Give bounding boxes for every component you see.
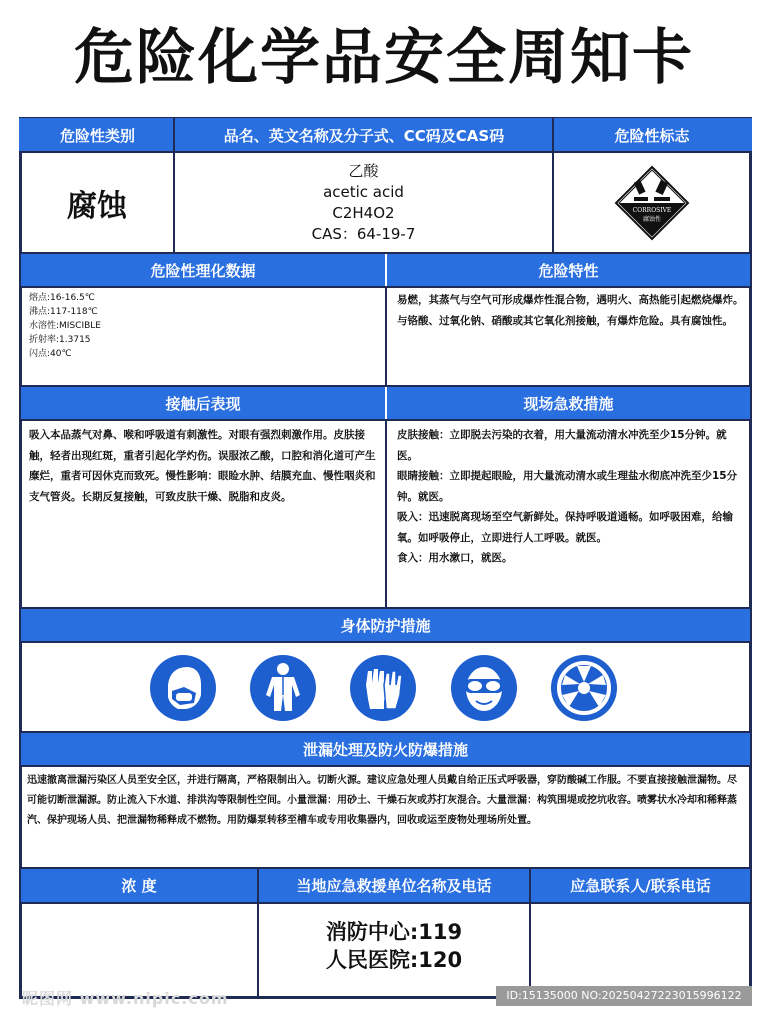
header-bar bbox=[19, 118, 752, 152]
symptoms-header: 接触后表现 bbox=[21, 387, 385, 419]
first-aid-inhalation: 吸入：迅速脱离现场至空气新鲜处。保持呼吸道通畅。如呼吸困难，给输氧。如呼吸停止，立即进行人工呼吸。就医。 bbox=[397, 511, 733, 544]
fire-center-number: 消防中心:119 bbox=[325, 920, 463, 944]
gloves-icon bbox=[350, 655, 416, 721]
hazard-properties-header: 危险特性 bbox=[387, 254, 750, 286]
chemical-name-cn: 乙酸 bbox=[348, 162, 379, 180]
corrosive-hazard-icon bbox=[614, 165, 690, 241]
refractive-index: 折射率:1.3715 bbox=[29, 335, 91, 345]
svg-text:CORROSIVE: CORROSIVE bbox=[632, 207, 672, 214]
watermark-site: 昵图网 www.nipic.com bbox=[22, 989, 229, 1008]
hospital-number: 人民医院:120 bbox=[325, 948, 463, 972]
protective-suit-icon bbox=[250, 655, 316, 721]
first-aid-skin: 皮肤接触：立即脱去污染的衣着，用大量流动清水冲洗至少15分钟。就医。 bbox=[397, 429, 727, 462]
emergency-numbers bbox=[259, 918, 529, 974]
flash-point: 闪点:40℃ bbox=[29, 349, 72, 359]
chemical-formula: C2H4O2 bbox=[332, 204, 395, 222]
physical-data-header: 危险性理化数据 bbox=[21, 254, 385, 286]
watermark-id: ID:15135000 NO:20250427223015996122 bbox=[496, 986, 752, 1006]
header-category: 危险性类别 bbox=[21, 118, 174, 152]
leak-text: 迅速撤离泄漏污染区人员至安全区，并进行隔离，严格限制出入。切断火源。建议应急处理人员戴自给正压式呼吸器，穿防酸碱工作服。不要直接接触泄漏物。尽可能切断泄漏源。防止流入下水道、排洪沟等限制性空间。小量泄漏：用砂土、干燥石灰或苏打灰混合。大量泄漏：构筑围堤或挖坑收容。喷雾状水冷却和稀释蒸汽、保护现场人员、把泄漏物稀释成不燃物。用防爆泵转移至槽车或专用收集器内，回收或运至废物处理场所处置。 bbox=[27, 775, 737, 826]
header-sign: 危险性标志 bbox=[554, 118, 750, 152]
first-aid-header: 现场急救措施 bbox=[387, 387, 750, 419]
svg-text:腐蚀性: 腐蚀性 bbox=[642, 216, 662, 223]
chemical-identity bbox=[175, 153, 552, 253]
symptoms-text: 吸入本品蒸气对鼻、喉和呼吸道有刺激性。对眼有强烈刺激作用。皮肤接触，轻者出现红斑，重者引起化学灼伤。误服浓乙酸，口腔和消化道可产生糜烂，重者可因休克而致死。慢性影响：眼睑水肿、结膜充血、慢性咽炎和支气管炎。长期反复接触，可致皮肤干燥、脱脂和皮炎。 bbox=[29, 429, 376, 503]
concentration-header: 浓 度 bbox=[21, 869, 257, 902]
cas-number: CAS：64-19-7 bbox=[311, 225, 416, 243]
emergency-unit-header: 当地应急救援单位名称及电话 bbox=[259, 869, 529, 902]
protection-header: 身体防护措施 bbox=[21, 609, 750, 641]
header-name: 品名、英文名称及分子式、CC码及CAS码 bbox=[175, 118, 553, 152]
chemical-name-en: acetic acid bbox=[323, 183, 404, 201]
physical-data-list bbox=[29, 291, 379, 361]
first-aid-ingestion: 食入：用水漱口，就医。 bbox=[397, 552, 513, 564]
page-title: 危险化学品安全周知卡 bbox=[74, 23, 694, 93]
hazard-properties-text: 易燃，其蒸气与空气可形成爆炸性混合物，遇明火、高热能引起燃烧爆炸。与铬酸、过氧化钠、硝酸或其它氧化剂接触，有爆炸危险。具有腐蚀性。 bbox=[397, 294, 744, 327]
melting-point: 熔点:16-16.5℃ bbox=[29, 293, 95, 303]
ventilation-fan-icon bbox=[551, 655, 617, 721]
first-aid-eyes: 眼睛接触：立即提起眼睑，用大量流动清水或生理盐水彻底冲洗至少15分钟。就医。 bbox=[397, 470, 738, 503]
hazard-category: 腐蚀 bbox=[67, 189, 127, 224]
emergency-contact-header: 应急联系人/联系电话 bbox=[531, 869, 750, 902]
water-solubility: 水溶性:MISCIBLE bbox=[29, 321, 101, 331]
respirator-mask-icon bbox=[150, 655, 216, 721]
boiling-point: 沸点:117-118℃ bbox=[29, 307, 98, 317]
leak-header: 泄漏处理及防火防爆措施 bbox=[21, 733, 750, 765]
first-aid-list bbox=[397, 425, 739, 569]
goggles-icon bbox=[451, 655, 517, 721]
